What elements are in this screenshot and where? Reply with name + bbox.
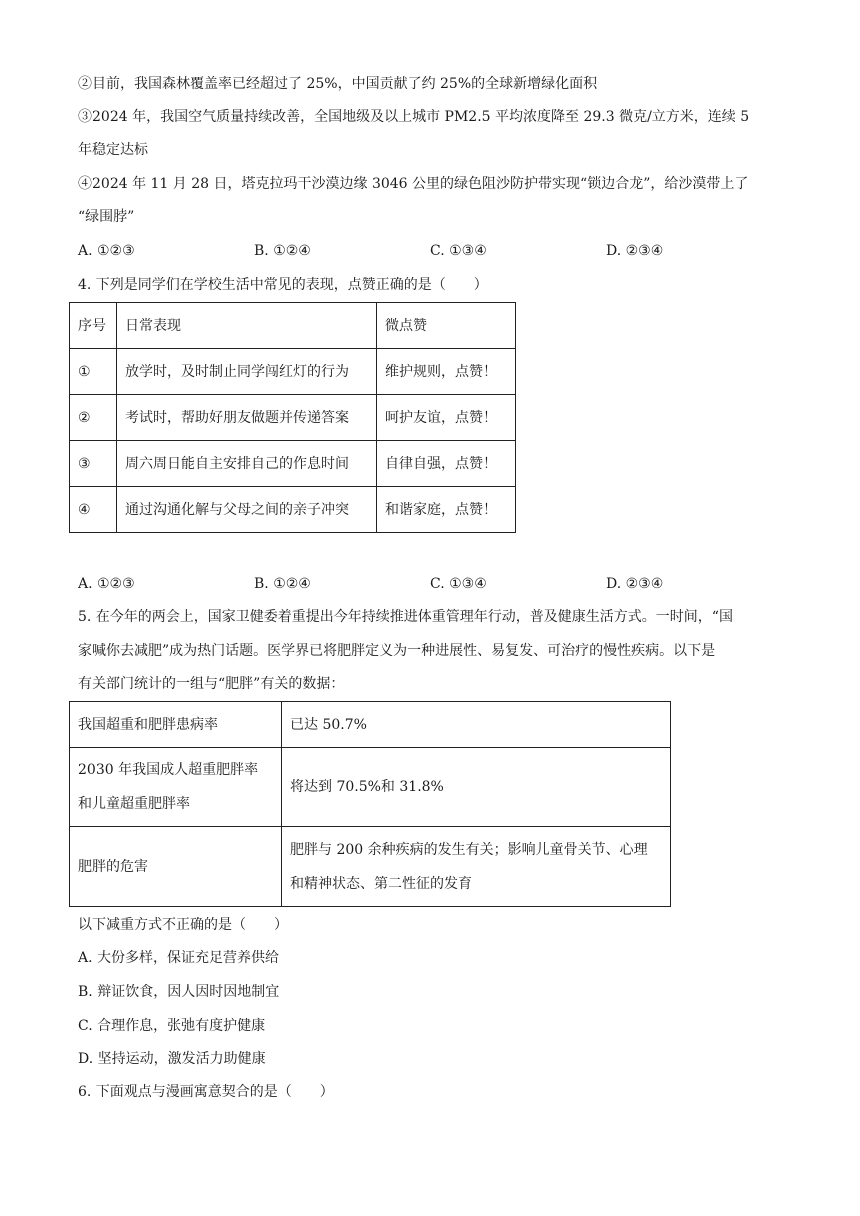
q4-option-d[interactable]: D. ②③④: [606, 576, 664, 592]
cell-line: 肥胖与 200 余种疾病的发生有关；影响儿童骨关节、心理: [290, 841, 648, 858]
table-row: [70, 395, 516, 441]
table-header-row: [70, 303, 516, 349]
q4-option-a[interactable]: A. ①②③: [78, 576, 135, 592]
table-row: [70, 349, 516, 395]
q3-item-3-line1: ③2024 年，我国空气质量持续改善，全国地级及以上城市 PM2.5 平均浓度降至 29.3 微克/立方米，连续 5: [78, 109, 750, 125]
table-header-cell: 序号: [70, 303, 117, 349]
table-cell: [70, 748, 282, 827]
table-cell: 周六周日能自主安排自己的作息时间: [117, 441, 377, 487]
table-cell: 通过沟通化解与父母之间的亲子冲突: [117, 487, 377, 533]
q5-stem-line1: 5. 在今年的两会上，国家卫健委着重提出今年持续推进体重管理年行动，普及健康生活方式。一时间，“国: [78, 609, 733, 625]
table-cell: ②: [70, 395, 117, 441]
q5-stem-line2: 家喊你去减肥”成为热门话题。医学界已将肥胖定义为一种进展性、易复发、可治疗的慢性疾病。以下是: [78, 643, 716, 659]
q3-item-2: ②目前，我国森林覆盖率已经超过了 25%，中国贡献了约 25%的全球新增绿化面积: [78, 76, 598, 92]
table-cell: 和谐家庭，点赞！: [377, 487, 516, 533]
q5-option-c[interactable]: C. 合理作息，张弛有度护健康: [78, 1018, 266, 1034]
q3-option-a[interactable]: A. ①②③: [78, 243, 135, 259]
cell-line: 和精神状态、第二性征的发育: [290, 875, 472, 892]
table-cell: 自律自强，点赞！: [377, 441, 516, 487]
table-cell: 将达到 70.5%和 31.8%: [282, 748, 671, 827]
q3-item-3-line2: 年稳定达标: [78, 142, 148, 158]
table-cell: ①: [70, 349, 117, 395]
q6-stem: 6. 下面观点与漫画寓意契合的是（ ）: [78, 1084, 334, 1100]
table-cell: ③: [70, 441, 117, 487]
table-cell: 维护规则，点赞！: [377, 349, 516, 395]
table-cell: 放学时，及时制止同学闯红灯的行为: [117, 349, 377, 395]
table-cell: 考试时，帮助好朋友做题并传递答案: [117, 395, 377, 441]
table-row: [70, 487, 516, 533]
cell-line: 2030 年我国成人超重肥胖率: [78, 762, 259, 778]
table-row: [70, 441, 516, 487]
q5-table: [69, 701, 671, 907]
q5-option-a[interactable]: A. 大份多样，保证充足营养供给: [78, 950, 280, 966]
table-row: [70, 702, 671, 748]
table-row: [70, 748, 671, 827]
q3-item-4-line2: “绿围脖”: [78, 209, 135, 225]
q3-option-d[interactable]: D. ②③④: [606, 243, 664, 259]
q3-option-c[interactable]: C. ①③④: [430, 243, 487, 259]
table-cell: 已达 50.7%: [282, 702, 671, 748]
table-row: [70, 827, 671, 907]
q4-option-c[interactable]: C. ①③④: [430, 576, 487, 592]
q3-item-4-line1: ④2024 年 11 月 28 日，塔克拉玛干沙漠边缘 3046 公里的绿色阻沙防护带实现“锁边合龙”，给沙漠带上了: [78, 176, 749, 192]
table-cell: 我国超重和肥胖患病率: [70, 702, 282, 748]
q3-option-b[interactable]: B. ①②④: [254, 243, 311, 259]
table-cell: [282, 827, 671, 907]
q4-stem: 4. 下列是同学们在学校生活中常见的表现，点赞正确的是（ ）: [78, 277, 488, 293]
q5-option-d[interactable]: D. 坚持运动，激发活力助健康: [78, 1051, 266, 1067]
q4-table: [69, 302, 516, 533]
cell-line: 和儿童超重肥胖率: [78, 796, 190, 812]
table-cell: 呵护友谊，点赞！: [377, 395, 516, 441]
q4-option-b[interactable]: B. ①②④: [254, 576, 311, 592]
q5-stem-line3: 有关部门统计的一组与“肥胖”有关的数据：: [78, 676, 345, 692]
table-header-cell: 日常表现: [117, 303, 377, 349]
q5-question: 以下减重方式不正确的是（ ）: [78, 917, 288, 933]
table-header-cell: 微点赞: [377, 303, 516, 349]
table-cell: 肥胖的危害: [70, 827, 282, 907]
table-cell: ④: [70, 487, 117, 533]
q5-option-b[interactable]: B. 辩证饮食，因人因时因地制宜: [78, 984, 280, 1000]
